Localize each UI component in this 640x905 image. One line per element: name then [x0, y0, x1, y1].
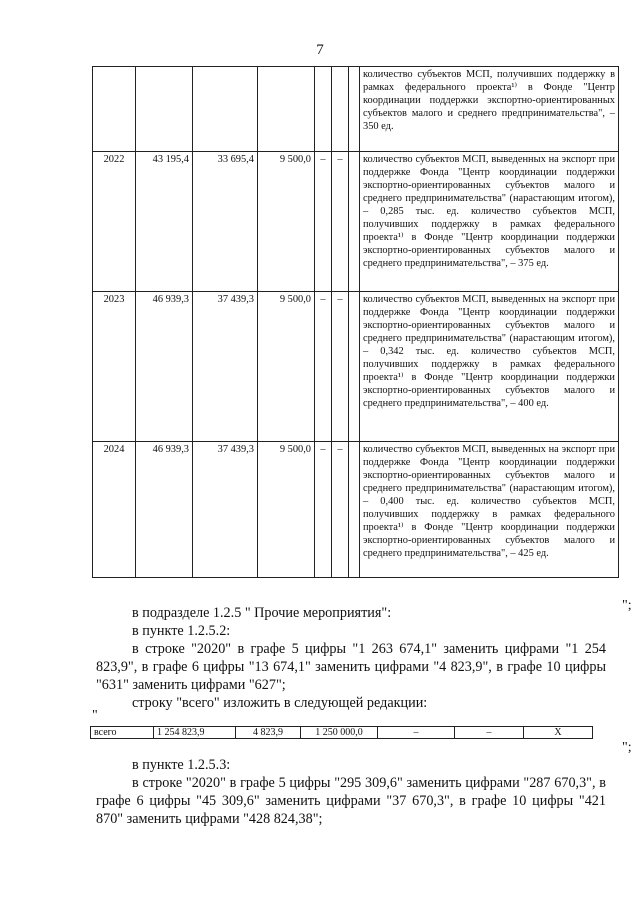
- empty-cell: [349, 292, 360, 442]
- indicator-text-cell: количество субъектов МСП, получивших поддержку в рамках федерального проекта¹⁾ в Фонде "Центр координации поддержки экспортно-ориентированных субъектов малого и среднего предпринимательства", – 350 ед.: [360, 67, 619, 152]
- dash-cell: –: [315, 292, 332, 442]
- federal-cell: 9 500,0: [258, 442, 315, 578]
- empty-cell: [349, 67, 360, 152]
- total-dash-1: –: [378, 727, 455, 739]
- total-dash-2: –: [455, 727, 524, 739]
- year-cell: 2022: [93, 152, 136, 292]
- total-value-2: 4 823,9: [236, 727, 301, 739]
- table-row: [93, 67, 619, 152]
- table-row: [93, 152, 619, 292]
- total-label: всего: [91, 727, 154, 739]
- federal-cell: 9 500,0: [258, 152, 315, 292]
- indicator-text-cell: количество субъектов МСП, выведенных на экспорт при поддержке Фонда "Центр координации поддержки экспортно-ориентированных субъектов малого и среднего предпринимательства" (нарастающим итогом), – 0,285 тыс. ед. количество субъектов МСП, получивших поддержку в рамках федерального проекта¹⁾ в Фонде "Центр координации поддержки экспортно-ориентированных субъектов малого и среднего предпринимательства", – 375 ед.: [360, 152, 619, 292]
- year-cell: [93, 67, 136, 152]
- total-cell: 43 195,4: [136, 152, 193, 292]
- amendment-text-2: [96, 756, 606, 828]
- budget-cell: [193, 67, 258, 152]
- table-row: [93, 442, 619, 578]
- total-row: [91, 727, 593, 739]
- page-number: 7: [316, 42, 324, 58]
- total-cell: [136, 67, 193, 152]
- dash-cell: –: [315, 152, 332, 292]
- table-closing-quote: ";: [622, 598, 632, 613]
- year-cell: 2023: [93, 292, 136, 442]
- results-table: [92, 66, 619, 578]
- paragraph-row-2020-change: в строке "2020" в графе 5 цифры "1 263 674,1" заменить цифрами "1 254 823,9", в графе 6 цифры "13 674,1" заменить цифрами "4 823,9", в графе 10 цифры "631" заменить цифрами "627";: [96, 641, 606, 693]
- sum-open-quote: ": [92, 708, 98, 723]
- paragraph-subsection: в подразделе 1.2.5 " Прочие мероприятия":: [132, 605, 392, 621]
- amendment-text: [96, 604, 606, 712]
- paragraph-row-2020-change-2: в строке "2020" в графе 5 цифры "295 309,6" заменить цифрами "287 670,3", в графе 6 цифры "45 309,6" заменить цифрами "37 670,3", в графе 10 цифры "421 870" заменить цифрами "428 824,38";: [96, 775, 606, 827]
- dash-cell: –: [332, 442, 349, 578]
- indicator-text-cell: количество субъектов МСП, выведенных на экспорт при поддержке Фонда "Центр координации поддержки экспортно-ориентированных субъектов малого и среднего предпринимательства" (нарастающим итогом), – 0,342 тыс. ед. количество субъектов МСП, получивших поддержку в рамках федерального проекта¹⁾ в Фонде "Центр координации поддержки экспортно-ориентированных субъектов малого и среднего предпринимательства", – 400 ед.: [360, 292, 619, 442]
- table-row: [93, 292, 619, 442]
- sum-closing-quote: ";: [622, 740, 632, 755]
- dash-cell: –: [332, 292, 349, 442]
- total-value-3: 1 250 000,0: [301, 727, 378, 739]
- total-cell: 46 939,3: [136, 442, 193, 578]
- dash-cell: [315, 67, 332, 152]
- paragraph-total-row: строку "всего" изложить в следующей редакции:: [132, 695, 428, 711]
- budget-cell: 37 439,3: [193, 442, 258, 578]
- empty-cell: [349, 152, 360, 292]
- indicator-text-cell: количество субъектов МСП, выведенных на экспорт при поддержке Фонда "Центр координации поддержки экспортно-ориентированных субъектов малого и среднего предпринимательства" (нарастающим итогом), – 0,400 тыс. ед. количество субъектов МСП, получивших поддержку в рамках федерального проекта¹⁾ в Фонде "Центр координации поддержки экспортно-ориентированных субъектов малого и среднего предпринимательства", – 425 ед.: [360, 442, 619, 578]
- total-cell: 46 939,3: [136, 292, 193, 442]
- federal-cell: [258, 67, 315, 152]
- federal-cell: 9 500,0: [258, 292, 315, 442]
- empty-cell: [349, 442, 360, 578]
- total-value-1: 1 254 823,9: [154, 727, 236, 739]
- dash-cell: –: [315, 442, 332, 578]
- paragraph-item-1-2-5-3: в пункте 1.2.5.3:: [132, 757, 231, 773]
- dash-cell: –: [332, 152, 349, 292]
- paragraph-item-1-2-5-2: в пункте 1.2.5.2:: [132, 623, 231, 639]
- budget-cell: 33 695,4: [193, 152, 258, 292]
- budget-cell: 37 439,3: [193, 292, 258, 442]
- total-x: X: [524, 727, 593, 739]
- year-cell: 2024: [93, 442, 136, 578]
- dash-cell: [332, 67, 349, 152]
- total-row-table: [90, 726, 593, 739]
